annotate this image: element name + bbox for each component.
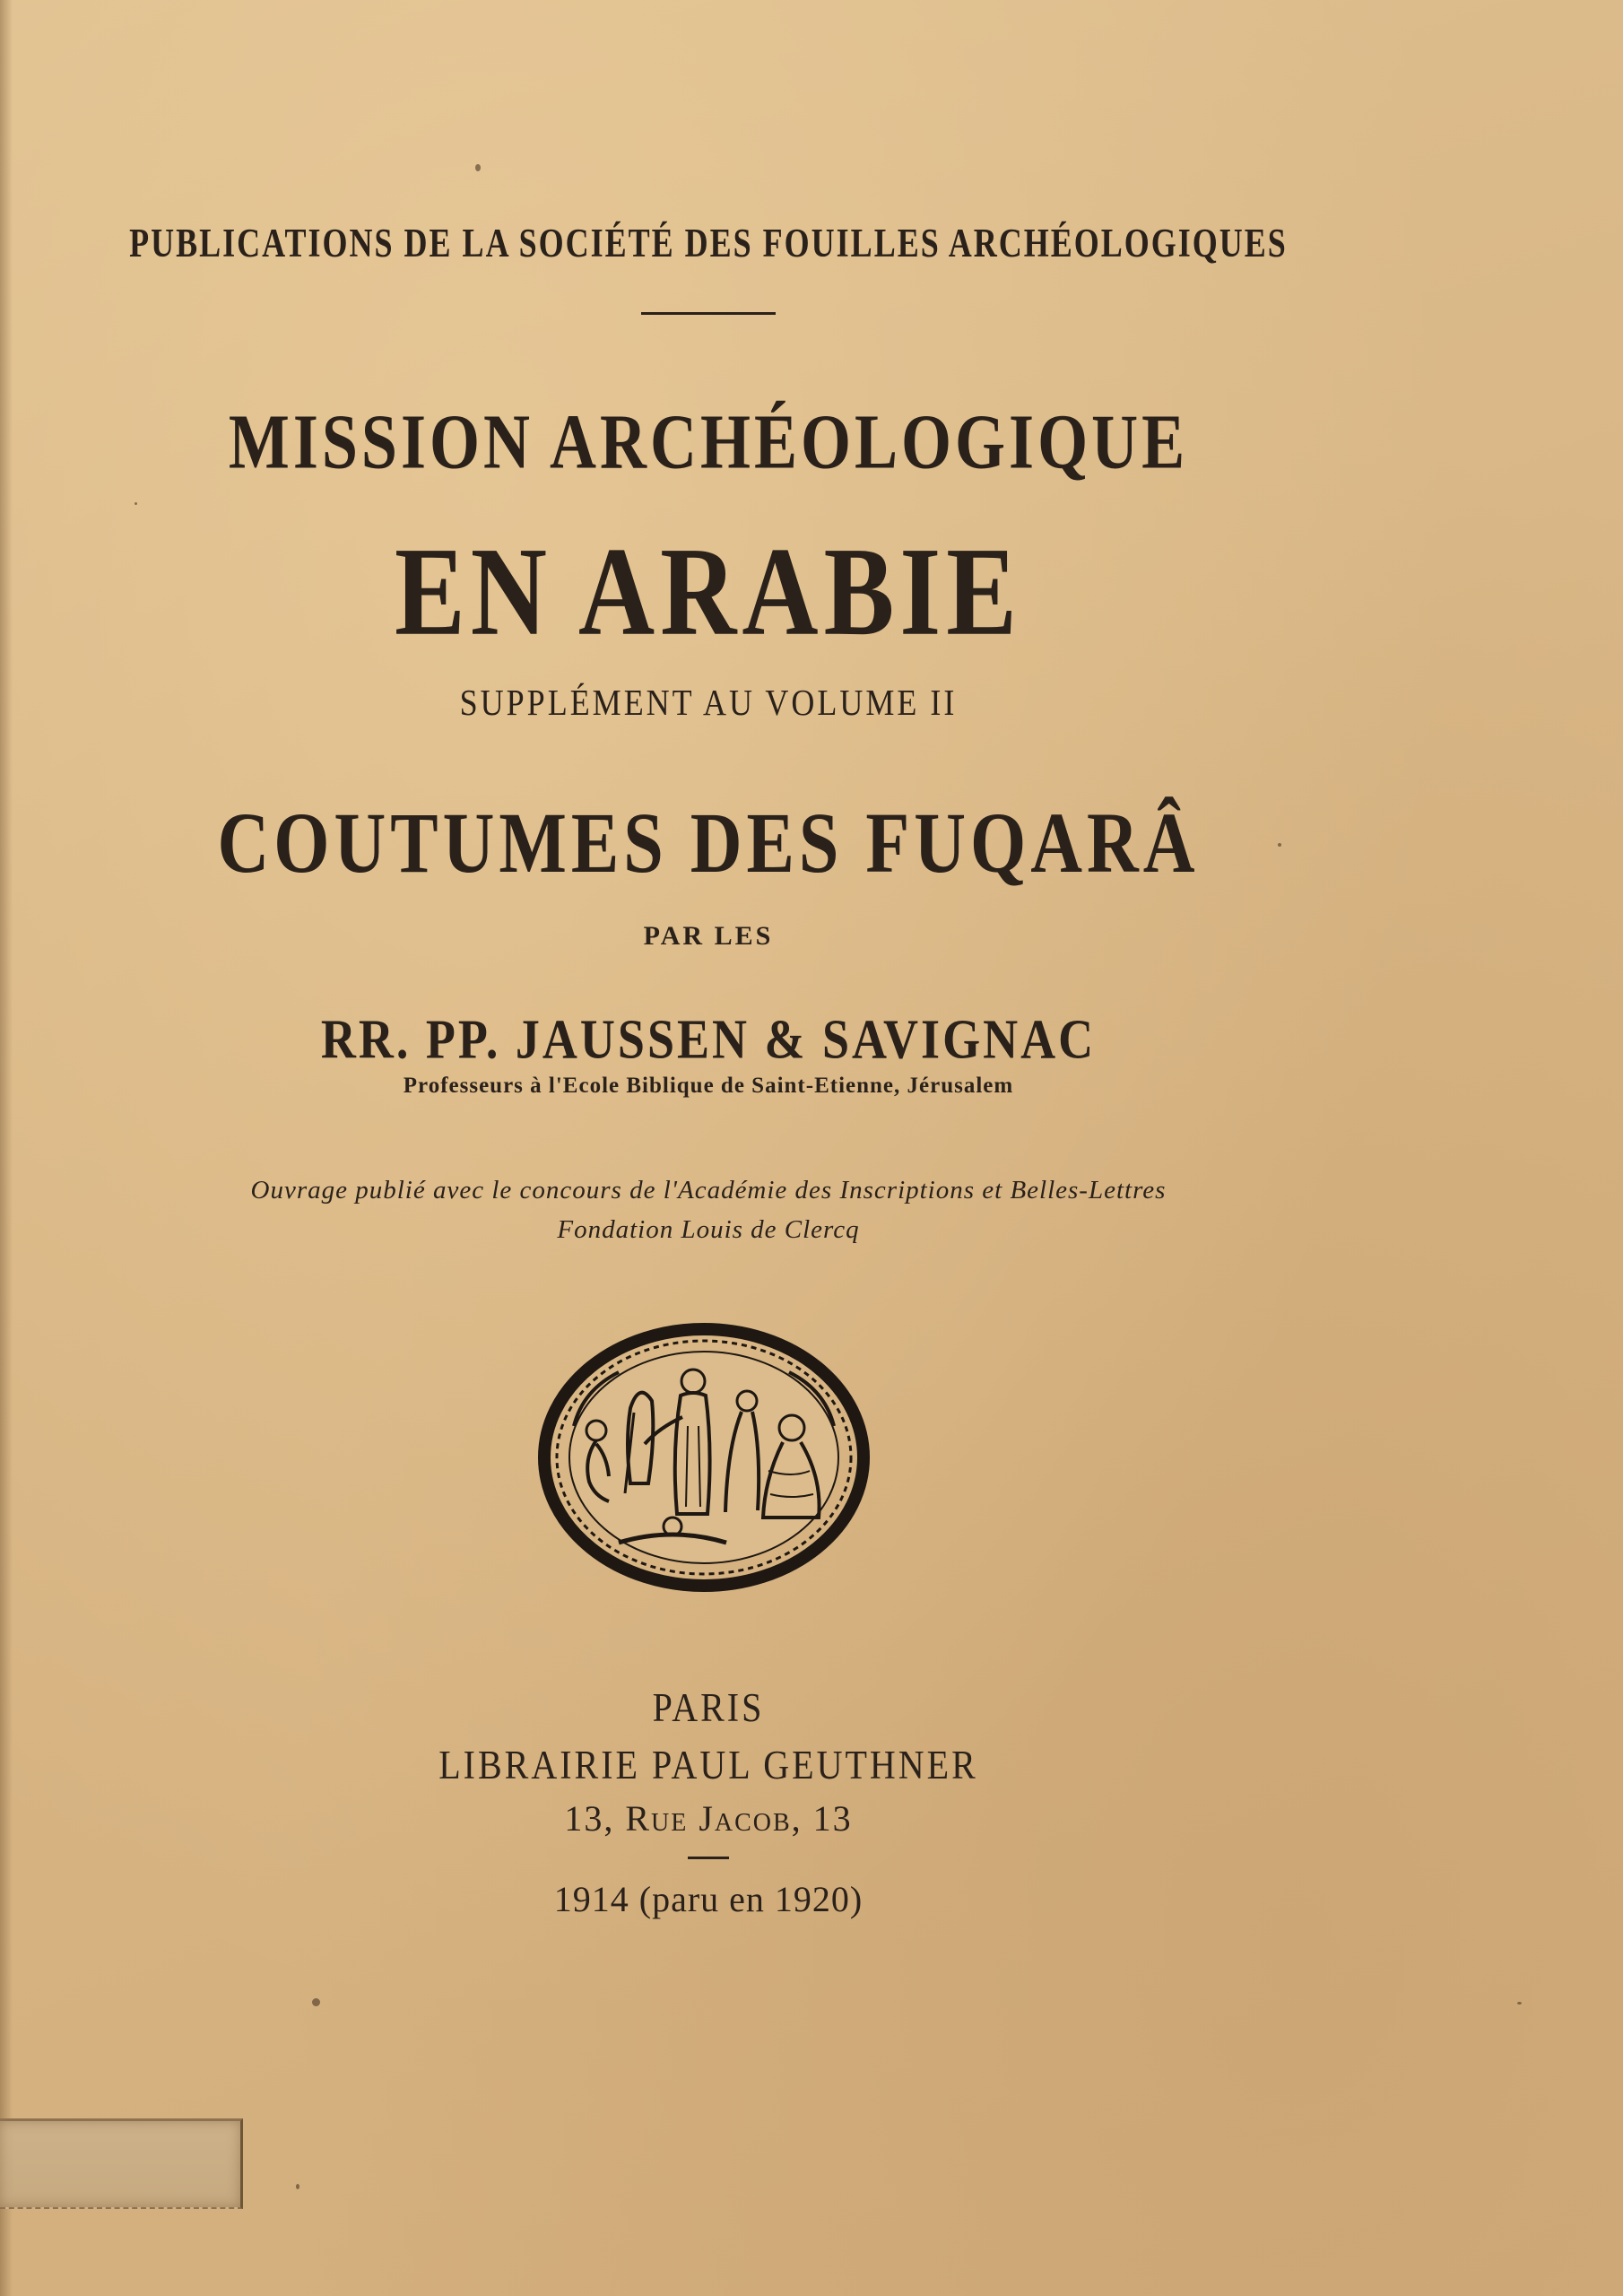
- imprint-divider: [688, 1857, 729, 1859]
- imprint-address: 13, Rue Jacob, 13: [564, 1798, 853, 1839]
- imprint-city: PARIS: [652, 1683, 765, 1731]
- main-title-line-1: MISSION ARCHÉOLOGIQUE: [228, 398, 1189, 485]
- by-line: PAR LES: [643, 921, 774, 951]
- page-edge-shadow: [0, 0, 13, 2296]
- main-title-line-2: EN ARABIE: [395, 520, 1022, 662]
- authors: RR. PP. JAUSSEN & SAVIGNAC: [320, 1008, 1097, 1071]
- imprint-date: 1914 (paru en 1920): [553, 1879, 864, 1919]
- supplement-note: SUPPLÉMENT AU VOLUME II: [459, 682, 958, 723]
- series-title: PUBLICATIONS DE LA SOCIÉTÉ DES FOUILLES ARCHÉOLOGIQUES: [129, 221, 1288, 265]
- top-divider: [641, 312, 776, 315]
- subtitle: COUTUMES DES FUQARÂ: [217, 796, 1200, 891]
- seal-engraving: [534, 1318, 874, 1596]
- imprint-publisher: LIBRAIRIE PAUL GEUTHNER: [438, 1741, 978, 1788]
- worn-label-patch: [0, 2118, 243, 2209]
- author-affiliation: Professeurs à l'Ecole Biblique de Saint-Etienne, Jérusalem: [403, 1074, 1014, 1098]
- credit-line-2: Fondation Louis de Clercq: [557, 1215, 860, 1244]
- credit-line-1: Ouvrage publié avec le concours de l'Académie des Inscriptions et Belles-Lettres: [250, 1176, 1167, 1205]
